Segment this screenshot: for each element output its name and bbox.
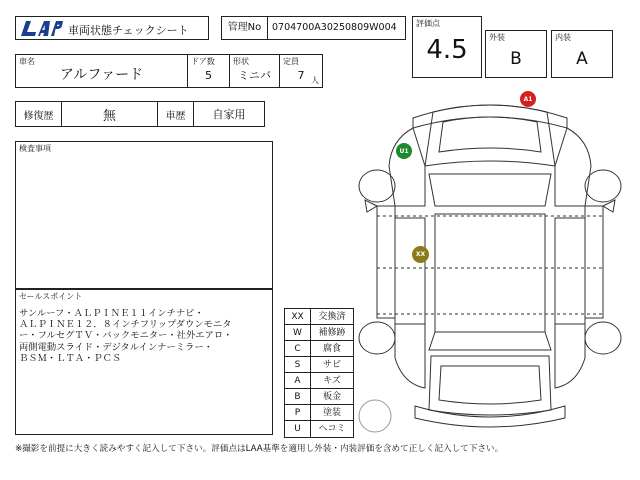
- vehicle-damage-diagram: [355, 88, 625, 440]
- sales-points-box: [15, 289, 273, 435]
- overall-score: 4.5: [426, 35, 468, 65]
- legend-row: W 補修跡: [285, 325, 353, 341]
- capacity-unit: 人: [311, 76, 319, 85]
- repair-label: 修復歴: [16, 102, 62, 126]
- exterior-score: B: [510, 49, 522, 69]
- car-name-cell: [16, 55, 188, 87]
- legend-row: S サビ: [285, 357, 353, 373]
- laa-logo: [20, 20, 64, 37]
- legend-row: XX 交換済: [285, 309, 353, 325]
- usage-value: 自家用: [212, 108, 246, 121]
- sales-points-text: [19, 308, 232, 364]
- car-name-label: 車名: [19, 57, 35, 66]
- page-title: 車両状態チェックシート: [68, 24, 189, 37]
- capacity-cell: [280, 55, 322, 87]
- doors: 5: [205, 68, 212, 82]
- legend-row: A キズ: [285, 373, 353, 389]
- damage-legend: [284, 308, 354, 438]
- legend-row: C 腐食: [285, 341, 353, 357]
- exterior-score-box: [485, 30, 547, 78]
- legend-row: U ヘコミ: [285, 421, 353, 437]
- damage-marker-u1: U1: [396, 143, 412, 159]
- footer-note: ※撮影を前提に大きく読みやすく記入して下さい。評価点はLAA基準を適用し外装・内装評価を含めて正しく記入して下さい。: [15, 444, 504, 454]
- shape: ミニバ: [238, 69, 271, 82]
- kanri-number: 0704700A30250809W004: [272, 22, 397, 33]
- sales-line: サンルーフ・ＡＬＰＩＮＥ１１インチナビ・: [19, 308, 204, 319]
- repair-value: 無: [62, 102, 158, 126]
- overall-score-label: 評価点: [416, 19, 440, 28]
- repair-row: [15, 101, 265, 127]
- sales-line: ー・フルセグＴＶ・バックモニター・社外エアロ・: [19, 330, 233, 342]
- capacity: 7: [297, 68, 305, 82]
- inspection-label: 検査事項: [19, 144, 51, 153]
- legend-row: P 塗装: [285, 405, 353, 421]
- legend-row: B 板金: [285, 389, 353, 405]
- vehicle-info-row: [15, 54, 323, 88]
- sales-points-label: セールスポイント: [19, 292, 83, 301]
- kanri-box: [221, 16, 406, 40]
- shape-cell: [230, 55, 280, 87]
- doors-label: ドア数: [191, 57, 215, 66]
- header-title-box: [15, 16, 209, 40]
- sales-line: 両側電動スライド・デジタルインナーミラー・: [19, 341, 213, 353]
- usage-label: 車歴: [158, 102, 194, 126]
- shape-label: 形状: [233, 57, 249, 66]
- damage-marker-xx: XX: [412, 246, 429, 263]
- damage-marker-a1: A1: [520, 91, 536, 107]
- inspection-box: [15, 141, 273, 289]
- car-name: アルファード: [59, 67, 144, 83]
- kanri-label: 管理No: [222, 17, 268, 39]
- sales-line: ＡＬＰＩＮＥ１２．８インチフリップダウンモニタ: [19, 319, 232, 331]
- exterior-score-label: 外装: [489, 33, 505, 42]
- capacity-label: 定員: [283, 57, 299, 66]
- interior-score-label: 内装: [555, 33, 571, 42]
- interior-score-box: [551, 30, 613, 78]
- overall-score-box: [412, 16, 482, 78]
- interior-score: A: [576, 49, 588, 69]
- sales-line: ＢＳＭ・ＬＴＡ・ＰＣＳ: [19, 352, 122, 364]
- doors-cell: [188, 55, 230, 87]
